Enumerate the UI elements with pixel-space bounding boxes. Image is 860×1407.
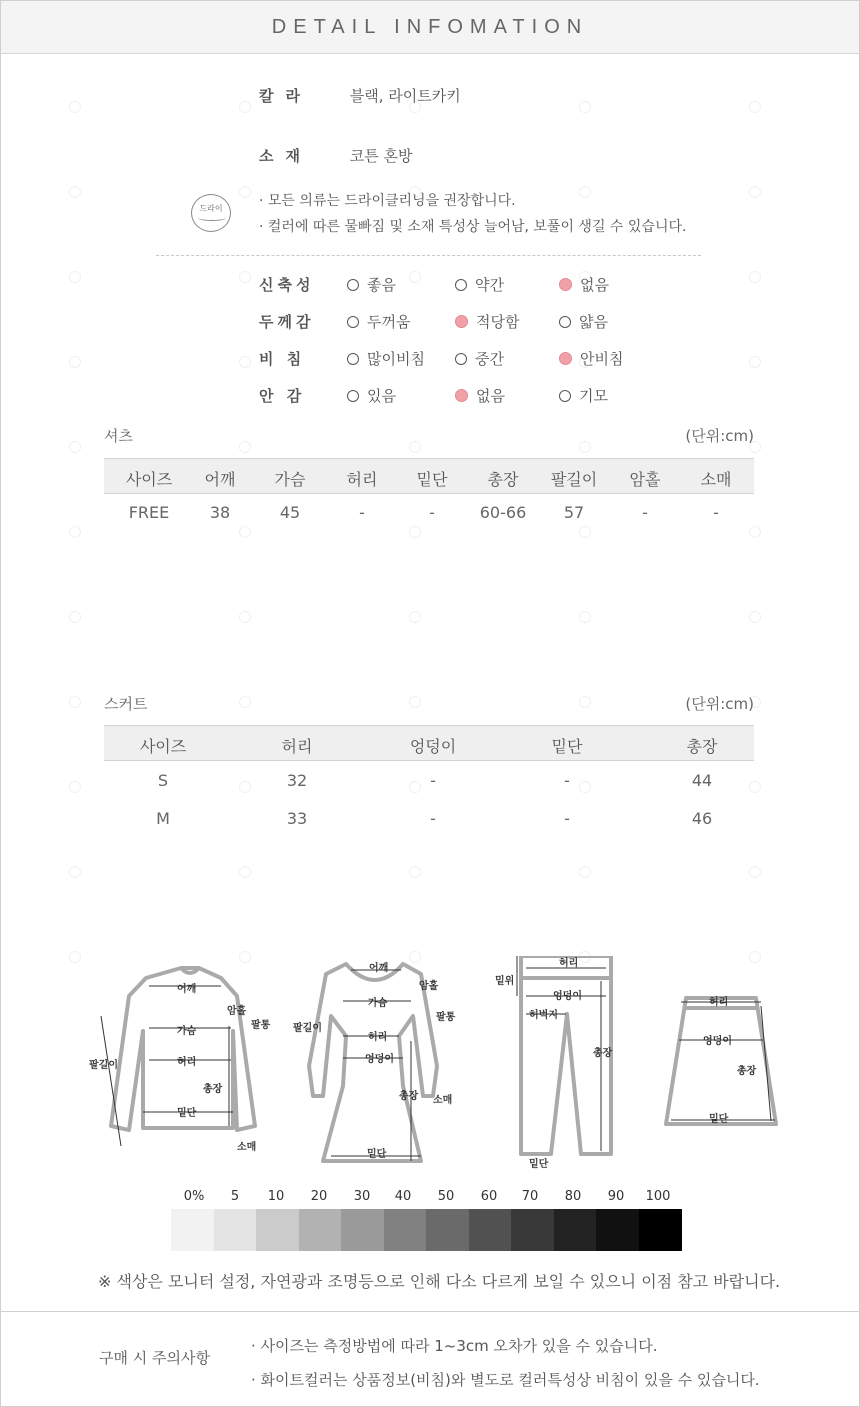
care-note: · 모든 의류는 드라이클리닝을 권장합니다. [259,193,516,209]
skirt-measure-label: 총장 [737,1066,757,1077]
opacity-swatch [256,1209,299,1251]
table-cell: - [430,809,436,828]
table-cell: - [564,809,570,828]
watermark-dot [579,101,591,113]
watermark-dot [409,611,421,623]
watermark-dot [749,186,761,198]
opacity-label: 60 [480,1189,498,1204]
table-cell: - [359,503,365,522]
opacity-label: 10 [267,1189,285,1204]
property-option-label: 적당함 [476,313,520,331]
pants-measure-label: 총장 [593,1048,613,1059]
table-cell: 45 [279,503,301,522]
watermark-dot [69,951,81,963]
dress-measure-label: 팔길이 [293,1023,322,1034]
opacity-swatch [554,1209,597,1251]
watermark-dot [409,271,421,283]
property-option-label: 없음 [580,276,609,294]
table-header-cell: 총장 [487,470,519,489]
table-header-cell: 밑단 [551,737,583,756]
opacity-label: 80 [564,1189,582,1204]
skirt-measure-label: 엉덩이 [703,1036,732,1047]
table-cell: 32 [286,771,308,790]
dress-measure-label: 밑단 [367,1149,387,1160]
shirt-measure-label: 밑단 [177,1108,197,1119]
measurement-diagrams [81,956,781,1171]
watermark-dot [409,441,421,453]
shirt-measure-label: 총장 [203,1084,223,1095]
watermark-dot [579,696,591,708]
property-option [455,274,504,295]
radio-empty-icon [455,279,467,291]
table-header-cell: 허리 [281,737,313,756]
table-cell: 38 [209,503,231,522]
shirt-measure-label: 소매 [237,1142,257,1153]
property-option [455,348,504,369]
pants-measure-label: 엉덩이 [553,991,582,1002]
table-header-cell: 엉덩이 [409,737,457,756]
radio-selected-icon [455,315,468,328]
property-option [347,274,396,295]
skirt-measure-label: 허리 [709,997,729,1008]
watermark-dot [69,526,81,538]
watermark-dot [749,611,761,623]
opacity-swatch [639,1209,682,1251]
radio-selected-icon [455,389,468,402]
table-cell: - [429,503,435,522]
table-header-cell: 밑단 [416,470,448,489]
opacity-swatch [341,1209,384,1251]
property-option [455,311,519,332]
care-note: · 컬러에 따른 물빠짐 및 소재 특성상 늘어남, 보풀이 생길 수 있습니다. [259,219,687,235]
opacity-label: 100 [645,1189,671,1204]
watermark-dot [239,611,251,623]
opacity-label: 30 [353,1189,371,1204]
radio-empty-icon [347,279,359,291]
property-label: 두께감 [259,313,315,331]
watermark-dot [239,441,251,453]
property-option-label: 얇음 [579,313,608,331]
watermark-dot [69,271,81,283]
opacity-label: 90 [607,1189,625,1204]
dry-clean-icon-label: 드라이 [199,204,223,213]
info-material-value: 코튼 혼방 [349,147,413,165]
color-notice: ※ 색상은 모니터 설정, 자연광과 조명등으로 인해 다소 다르게 보일 수 있으니 이점 참고 바랍니다. [98,1272,781,1291]
property-option [347,385,396,406]
table-header-cell: 총장 [686,737,718,756]
property-option [347,348,425,369]
radio-empty-icon [559,390,571,402]
shirt-measure-label: 팔통 [251,1020,271,1031]
property-option [347,311,410,332]
property-option [559,311,608,332]
shirt-measure-label: 허리 [177,1057,197,1068]
watermark-dot [579,781,591,793]
skirt-measure-label: 밑단 [709,1114,729,1125]
info-material-label: 소재 [259,147,312,165]
info-color-value: 블랙, 라이트카키 [349,87,461,105]
opacity-label: 20 [310,1189,328,1204]
watermark-dot [69,696,81,708]
table-cell: 46 [691,809,713,828]
watermark-dot [239,271,251,283]
shirt-measure-label: 암홀 [227,1006,247,1017]
shirt-measure-label: 어깨 [177,984,197,995]
radio-empty-icon [347,316,359,328]
table-header-cell: 가슴 [274,470,306,489]
watermark-dot [749,781,761,793]
watermark-dot [579,441,591,453]
care-notes [259,188,686,240]
table-cell: - [713,503,719,522]
property-option-label: 좋음 [367,276,396,294]
info-material-row [259,145,413,166]
property-label: 신축성 [259,276,315,294]
property-option [455,385,505,406]
section-header: DETAIL INFOMATION [1,1,859,54]
property-option-label: 안비침 [580,350,624,368]
watermark-dot [69,866,81,878]
watermark-dot [69,186,81,198]
watermark-dot [69,356,81,368]
skirt-table-header [104,725,754,761]
radio-empty-icon [347,353,359,365]
watermark-dot [749,356,761,368]
property-option-label: 있음 [367,387,396,405]
watermark-dot [239,101,251,113]
property-option-label: 많이비침 [367,350,425,368]
property-option-label: 약간 [475,276,504,294]
watermark-dot [69,101,81,113]
watermark-dot [69,781,81,793]
watermark-dot [239,781,251,793]
pants-measure-label: 밑위 [495,976,515,987]
table-cell: 33 [286,809,308,828]
property-option-label: 두꺼움 [367,313,411,331]
shirt-measure-label: 팔길이 [89,1060,118,1071]
table-header-cell: 사이즈 [139,737,187,756]
watermark-dot [409,866,421,878]
table-cell: - [564,771,570,790]
table-header-cell: 암홀 [629,470,661,489]
opacity-label: 5 [230,1189,240,1204]
table-header-cell: 허리 [346,470,378,489]
shirt-table-unit: (단위:cm) [685,427,754,445]
footer-divider [1,1311,859,1312]
shirt-table-header [104,458,754,494]
property-option-label: 없음 [476,387,505,405]
radio-selected-icon [559,278,572,291]
dress-measure-label: 허리 [368,1032,388,1043]
property-option-label: 중간 [475,350,504,368]
opacity-swatch [511,1209,554,1251]
shirt-table-title: 셔츠 [104,427,133,445]
table-header-cell: 사이즈 [125,470,173,489]
dress-measure-label: 어깨 [369,963,389,974]
watermark-dot [409,781,421,793]
radio-empty-icon [559,316,571,328]
table-cell: FREE [128,503,170,522]
watermark-dot [239,186,251,198]
table-cell: S [157,771,169,790]
radio-empty-icon [455,353,467,365]
watermark-dot [749,526,761,538]
opacity-label: 40 [394,1189,412,1204]
dress-measure-label: 엉덩이 [365,1054,394,1065]
pants-measure-label: 허벅지 [529,1010,558,1021]
opacity-swatch [299,1209,342,1251]
table-cell: 57 [563,503,585,522]
property-option-label: 기모 [579,387,608,405]
table-cell: 60-66 [479,503,527,522]
opacity-swatch [171,1209,214,1251]
info-color-row [259,85,461,106]
dress-measure-label: 총장 [399,1091,419,1102]
watermark-dot [239,356,251,368]
divider [156,255,701,256]
watermark-dot [579,526,591,538]
watermark-dot [579,866,591,878]
watermark-dot [579,611,591,623]
watermark-dot [409,526,421,538]
watermark-dot [409,696,421,708]
watermark-dot [239,866,251,878]
property-option [559,348,623,369]
opacity-label: 50 [437,1189,455,1204]
table-cell: M [156,809,170,828]
opacity-label: 0% [183,1189,205,1204]
watermark-dot [749,866,761,878]
skirt-table-unit: (단위:cm) [685,695,754,713]
watermark-dot [69,441,81,453]
skirt-table-title: 스커트 [104,695,148,713]
opacity-swatch [384,1209,427,1251]
table-cell: - [642,503,648,522]
table-header-cell: 어깨 [204,470,236,489]
opacity-swatch [426,1209,469,1251]
property-option [559,385,608,406]
table-cell: 44 [691,771,713,790]
purchase-notice-item: · 화이트컬러는 상품정보(비침)와 별도로 컬러특성상 비침이 있을 수 있습니다. [251,1371,760,1389]
dress-measure-label: 암홀 [419,981,439,992]
radio-selected-icon [559,352,572,365]
radio-empty-icon [347,390,359,402]
watermark-dot [239,526,251,538]
dry-clean-icon [191,194,231,232]
table-cell: - [430,771,436,790]
opacity-swatch [214,1209,257,1251]
opacity-swatch [596,1209,639,1251]
watermark-dot [69,611,81,623]
purchase-notice-label: 구매 시 주의사항 [99,1349,210,1367]
dress-measure-label: 가슴 [368,998,388,1009]
property-option [559,274,609,295]
purchase-notice-list [251,1329,760,1397]
watermark-dot [749,101,761,113]
watermark-dot [749,271,761,283]
watermark-dot [239,696,251,708]
opacity-label: 70 [521,1189,539,1204]
info-color-label: 칼라 [259,87,312,105]
dress-measure-label: 소매 [433,1095,453,1106]
skirt-outline [666,998,776,1124]
property-label: 비 침 [259,350,306,368]
shirt-measure-label: 가슴 [177,1026,197,1037]
property-label: 안 감 [259,387,306,405]
pants-measure-label: 밑단 [529,1159,549,1170]
opacity-swatch [469,1209,512,1251]
dress-measure-label: 팔통 [436,1012,456,1023]
purchase-notice-item: · 사이즈는 측정방법에 따라 1~3cm 오차가 있을 수 있습니다. [251,1337,658,1355]
pants-measure-label: 허리 [559,958,579,969]
table-header-cell: 소매 [700,470,732,489]
table-header-cell: 팔길이 [550,470,598,489]
